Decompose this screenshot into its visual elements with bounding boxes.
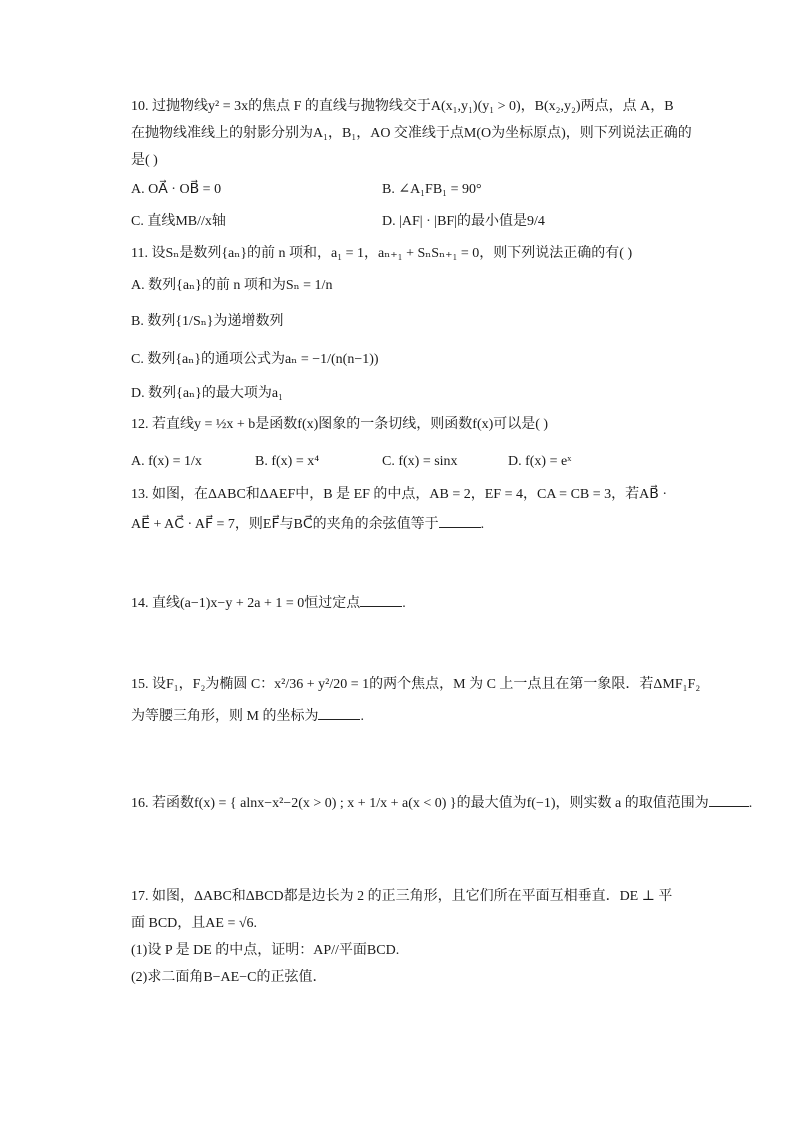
q12-option-d: D. f(x) = eˣ [508,454,572,469]
q14-line1 [131,592,406,614]
q12-option-c: C. f(x) = sinx [382,454,458,469]
q16-line1 [131,792,752,814]
q10-option-d: D. |AF| · |BF|的最小值是9/4 [382,214,545,229]
q11-option-d: D. 数列{aₙ}的最大项为a₁ [131,386,283,401]
q11-option-c: C. 数列{aₙ}的通项公式为aₙ = −1/(n(n−1)) [131,352,379,367]
q15-line1: 15. 设F₁，F₂为椭圆 C：x²/36 + y²/20 = 1的两个焦点，M 为 C 上一点且在第一象限．若ΔMF₁F₂ [131,677,701,692]
q16-tail: . [748,796,753,811]
q16-text: 16. 若函数f(x) = { alnx−x²−2(x > 0) ; x + 1/x + a(x < 0) }的最大值为f(−1)，则实数 a 的取值范围为 [131,796,709,811]
q15-tail: . [360,709,364,724]
q10-line3: 是( ) [131,153,158,168]
q11-line1: 11. 设Sₙ是数列{aₙ}的前 n 项和，a₁ = 1，aₙ₊₁ + SₙSₙ₊₁ = 0，则下列说法正确的有( ) [131,246,633,261]
q10-option-b: B. ∠A₁FB₁ = 90° [382,182,482,197]
q17-line2: 面 BCD，且AE = √6. [131,916,258,931]
q15-line2 [131,705,364,727]
answer-blank [709,792,749,807]
answer-blank [439,513,481,528]
q13-line2-text: AE⃗ + AC⃗ · AF⃗ = 7，则EF⃗与BC⃗的夹角的余弦值等于 [131,517,439,532]
q12-option-b: B. f(x) = x⁴ [255,454,320,469]
q15-line2-text: 为等腰三角形，则 M 的坐标为 [131,709,319,724]
q17-line3: (1)设 P 是 DE 的中点，证明：AP//平面BCD. [131,943,400,958]
q13-line2 [131,513,484,535]
q13-line1: 13. 如图，在ΔABC和ΔAEF中，B 是 EF 的中点，AB = 2，EF = 4，CA = CB = 3，若AB⃗ · [131,487,668,502]
q11-option-b: B. 数列{1/Sₙ}为递增数列 [131,314,284,329]
q12-option-a: A. f(x) = 1/x [131,454,202,469]
q10-line1: 10. 过抛物线y² = 3x的焦点 F 的直线与抛物线交于A(x₁,y₁)(y₁ > 0)，B(x₂,y₂)两点，点 A，B [131,99,674,114]
q12-line1: 12. 若直线y = ½x + b是函数f(x)图象的一条切线，则函数f(x)可以是( ) [131,417,549,432]
q17-line1: 17. 如图，ΔABC和ΔBCD都是边长为 2 的正三角形，且它们所在平面互相垂直．DE ⊥ 平 [131,889,673,904]
q10-option-c: C. 直线MB//x轴 [131,214,226,229]
answer-blank [318,705,360,720]
q17-line4: (2)求二面角B−AE−C的正弦值． [131,970,327,985]
q14-text: 14. 直线(a−1)x−y + 2a + 1 = 0恒过定点 [131,596,361,611]
q13-tail: . [480,517,485,532]
q10-line2: 在抛物线准线上的射影分别为A₁，B₁，AO 交准线于点M(O为坐标原点)，则下列说法正确的 [131,126,692,141]
q14-tail: . [402,596,406,611]
answer-blank [360,592,402,607]
q11-option-a: A. 数列{aₙ}的前 n 项和为Sₙ = 1/n [131,278,333,293]
q10-option-a: A. OA⃗ · OB⃗ = 0 [131,182,222,197]
